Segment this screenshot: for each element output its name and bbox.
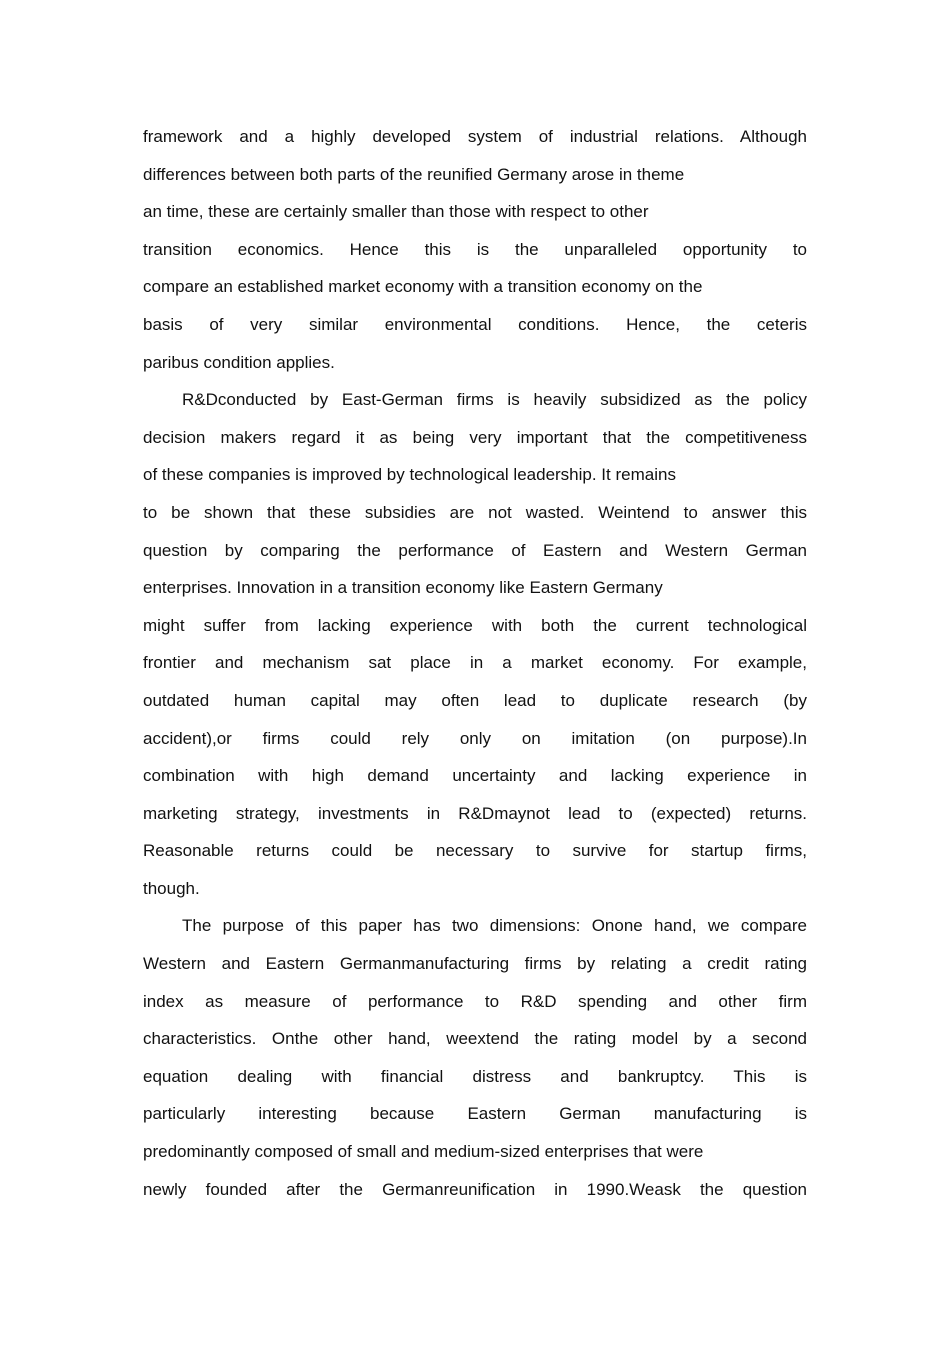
text-line: particularly interesting because Eastern German manufacturing is [143,1104,807,1124]
text-line: characteristics. Onthe other hand, weextend the rating model by a second [143,1029,807,1049]
text-line: R&Dconducted by East-German firms is heavily subsidized as the policy [182,390,807,410]
text-line: Reasonable returns could be necessary to survive for startup firms, [143,841,807,861]
text-line: predominantly composed of small and medium-sized enterprises that were [143,1142,704,1162]
text-line: transition economics. Hence this is the unparalleled opportunity to [143,239,807,259]
text-line: outdated human capital may often lead to duplicate research (by [143,690,807,710]
text-line: decision makers regard it as being very important that the competitiveness [143,427,807,447]
text-line: compare an established market economy with a transition economy on the [143,277,703,297]
text-line: basis of very similar environmental conditions. Hence, the ceteris [143,314,807,334]
text-line: to be shown that these subsidies are not wasted. Weintend to answer this [143,502,807,522]
text-line: differences between both parts of the reunified Germany arose in theme [143,164,685,184]
text-line: equation dealing with financial distress and bankruptcy. This is [143,1066,807,1086]
text-line: accident),or firms could rely only on imitation (on purpose).In [143,728,807,748]
text-line: though. [143,878,200,898]
text-line: paribus condition applies. [143,352,335,372]
text-line: Western and Eastern Germanmanufacturing firms by relating a credit rating [143,954,807,974]
body-text [143,118,807,1208]
text-line: an time, these are certainly smaller than those with respect to other [143,202,649,222]
text-line: newly founded after the Germanreunification in 1990.Weask the question [143,1179,807,1199]
text-line: framework and a highly developed system of industrial relations. Although [143,127,807,146]
text-line: The purpose of this paper has two dimensions: Onone hand, we compare [182,916,807,936]
text-line: of these companies is improved by technological leadership. It remains [143,465,676,485]
text-line: question by comparing the performance of Eastern and Western German [143,540,807,560]
text-line: might suffer from lacking experience with both the current technological [143,615,807,635]
text-line: combination with high demand uncertainty and lacking experience in [143,766,807,786]
text-line: enterprises. Innovation in a transition economy like Eastern Germany [143,578,663,598]
text-line: marketing strategy, investments in R&Dmaynot lead to (expected) returns. [143,803,807,823]
text-line: index as measure of performance to R&D spending and other firm [143,991,807,1011]
text-line: frontier and mechanism sat place in a market economy. For example, [143,653,807,673]
